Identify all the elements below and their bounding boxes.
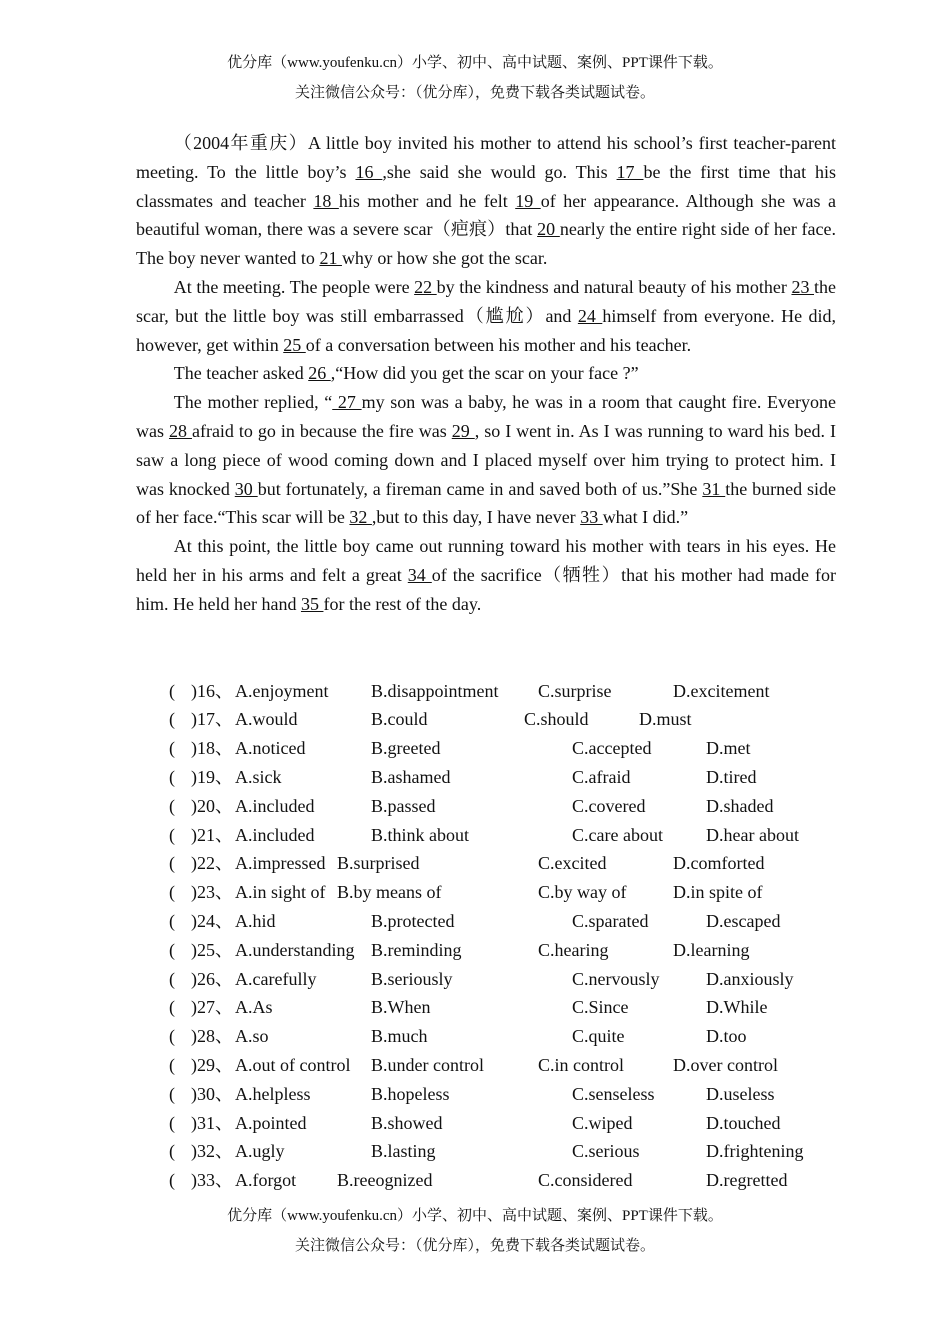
passage-text: At the meeting. The people were [173, 276, 415, 297]
answer-blank: 26 [308, 363, 331, 384]
answer-blank: 35 [300, 593, 324, 614]
question-number: )29、 [191, 1054, 233, 1075]
option-b: B.passed [371, 795, 436, 816]
passage-text: for the rest of the day. [323, 593, 482, 614]
option-d: D.over control [673, 1054, 778, 1075]
option-d: D.escaped [706, 910, 781, 931]
option-a: A.understanding [235, 939, 355, 960]
question-number: )18、 [191, 738, 233, 759]
answer-blank: 17 [616, 161, 644, 182]
option-a: A.would [235, 709, 298, 730]
option-c: C.care about [572, 824, 663, 845]
question-number: )33、 [191, 1170, 233, 1191]
option-b: B.showed [371, 1112, 443, 1133]
option-a: A.enjoyment [235, 680, 329, 701]
option-b: B.under control [371, 1054, 484, 1075]
passage-text: ,“How did you get the scar on your face ?” [330, 363, 639, 384]
question-number: )21、 [191, 824, 233, 845]
paragraph-3 [136, 359, 836, 388]
option-a: A.included [235, 795, 315, 816]
passage-text: nearly the entire right side of her face. The boy never wanted to [136, 219, 837, 269]
option-d: D.too [706, 1026, 747, 1047]
header-line-2: 关注微信公众号：（优分库），免费下载各类试题试卷。 [294, 85, 655, 101]
answer-blank: 33 [580, 507, 603, 528]
answer-blank: 29 [451, 420, 475, 441]
answer-blank: 25 [283, 334, 306, 355]
passage-text: , so I went in. As I was running to ward his bed. I saw a long piece of wood coming down and I placed myself over him trying to protect him. I was knocked [136, 420, 836, 499]
option-a: A.so [235, 1026, 269, 1047]
footer-line-2: 关注微信公众号：（优分库），免费下载各类试题试卷。 [294, 1238, 655, 1254]
passage-text: ,she said she would go. This [382, 161, 617, 182]
question-number: )17、 [191, 709, 233, 730]
question-number: )28、 [191, 1026, 233, 1047]
option-b: B.hopeless [371, 1083, 450, 1104]
paragraph-2 [136, 273, 836, 359]
option-a: A.sick [235, 766, 282, 787]
option-b: B.reeognized [337, 1170, 433, 1191]
option-c: C.senseless [572, 1083, 655, 1104]
option-d: D.learning [673, 939, 750, 960]
answer-blank: 32 [349, 507, 372, 528]
passage-text: himself from everyone. He did, however, get within [136, 305, 836, 355]
option-d: D.met [706, 738, 751, 759]
answer-blank: 22 [414, 276, 437, 297]
option-b: B.lasting [371, 1141, 436, 1162]
option-d: D.regretted [706, 1170, 788, 1191]
answer-bracket[interactable]: ( [169, 1112, 175, 1133]
answer-bracket[interactable]: ( [169, 766, 175, 787]
question-number: )26、 [191, 968, 233, 989]
option-c: C.wiped [572, 1112, 633, 1133]
footer-line-1: 优分库（www.youfenku.cn）小学、初中、高中试题、案例、PPT课件下载。 [227, 1208, 723, 1224]
option-d: D.shaded [706, 795, 774, 816]
answer-bracket[interactable]: ( [169, 738, 175, 759]
option-c: C.by way of [538, 882, 627, 903]
option-c: C.excited [538, 853, 607, 874]
answer-blank: 19 [515, 190, 541, 211]
passage-text: by the kindness and natural beauty of his mother [436, 276, 792, 297]
paragraph-5 [136, 532, 836, 618]
option-b: B.protected [371, 910, 455, 931]
question-number: )24、 [191, 910, 233, 931]
option-a: A.in sight of [235, 882, 326, 903]
passage-text: the burned side of her face.“This scar will be [136, 478, 836, 528]
answer-bracket[interactable]: ( [169, 1141, 175, 1162]
passage-text: ,but to this day, I have never [371, 507, 581, 528]
option-a: A.As [235, 997, 273, 1018]
option-a: A.impressed [235, 853, 326, 874]
paragraph-4 [136, 388, 836, 532]
passage [136, 129, 836, 619]
answer-blank: 21 [319, 248, 342, 269]
answer-bracket[interactable]: ( [169, 968, 175, 989]
option-a: A.ugly [235, 1141, 285, 1162]
option-a: A.pointed [235, 1112, 307, 1133]
passage-text: of a conversation between his mother and his teacher. [305, 334, 692, 355]
option-b: B.disappointment [371, 680, 499, 701]
question-number: )22、 [191, 853, 233, 874]
option-a: A.helpless [235, 1083, 311, 1104]
option-c: C.nervously [572, 968, 660, 989]
option-c: C.serious [572, 1141, 640, 1162]
answer-bracket[interactable]: ( [169, 680, 175, 701]
option-c: C.Since [572, 997, 629, 1018]
option-d: D.While [706, 997, 768, 1018]
passage-text: （2004年重庆）A little boy invited his mother to attend his school’s first teacher-parent meeting. To the little boy’s [136, 133, 836, 182]
passage-text: why or how she got the scar. [341, 248, 548, 269]
option-c: C.hearing [538, 939, 609, 960]
passage-text: but fortunately, a fireman came in and saved both of us.”She [257, 478, 703, 499]
question-number: )23、 [191, 882, 233, 903]
option-d: D.useless [706, 1083, 775, 1104]
answer-bracket[interactable]: ( [169, 997, 175, 1018]
option-a: A.forgot [235, 1170, 297, 1191]
option-d: D.must [639, 709, 692, 730]
passage-text: my son was a baby, he was in a room that caught fire. Everyone was [136, 392, 836, 441]
option-a: A.noticed [235, 738, 306, 759]
option-d: D.in spite of [673, 882, 763, 903]
answer-blank: 23 [791, 276, 815, 297]
answer-bracket[interactable]: ( [169, 853, 175, 874]
header-line-1: 优分库（www.youfenku.cn）小学、初中、高中试题、案例、PPT课件下载。 [227, 55, 723, 71]
option-a: A.out of control [235, 1054, 351, 1075]
passage-text: The mother replied, “ [173, 392, 333, 413]
option-c: C.quite [572, 1026, 625, 1047]
option-a: A.carefully [235, 968, 317, 989]
option-b: B.surprised [337, 853, 420, 874]
passage-text: his mother and he felt [338, 190, 516, 211]
answer-bracket[interactable]: ( [169, 824, 175, 845]
option-c: C.surprise [538, 680, 612, 701]
option-b: B.reminding [371, 939, 462, 960]
passage-text: afraid to go in because the fire was [191, 420, 452, 441]
option-b: B.think about [371, 824, 469, 845]
option-c: C.in control [538, 1054, 624, 1075]
paragraph-1 [136, 129, 836, 273]
passage-text: of the sacrifice（牺牲）that his mother had made for him. He held her hand [136, 564, 836, 614]
answer-blank: 27 [332, 392, 362, 413]
answer-bracket[interactable]: ( [169, 939, 175, 960]
answer-bracket[interactable]: ( [169, 709, 175, 730]
answer-bracket[interactable]: ( [169, 1083, 175, 1104]
answer-bracket[interactable]: ( [169, 1026, 175, 1047]
question-number: )30、 [191, 1083, 233, 1104]
option-d: D.touched [706, 1112, 781, 1133]
answer-blank: 30 [234, 478, 258, 499]
option-c: C.covered [572, 795, 646, 816]
option-c: C.accepted [572, 738, 652, 759]
passage-text: be the first time that his classmates and teacher [136, 161, 837, 211]
option-c: C.considered [538, 1170, 633, 1191]
question-number: )31、 [191, 1112, 233, 1133]
answer-blank: 18 [313, 190, 339, 211]
question-number: )25、 [191, 939, 233, 960]
passage-text: The teacher asked [173, 363, 309, 384]
option-d: D.comforted [673, 853, 765, 874]
option-d: D.hear about [706, 824, 799, 845]
answer-blank: 31 [702, 478, 726, 499]
answer-blank: 28 [168, 420, 192, 441]
option-c: C.sparated [572, 910, 649, 931]
answer-blank: 20 [537, 219, 560, 240]
passage-text: At this point, the little boy came out running toward his mother with tears in his eyes. He held her in his arms and felt a great [136, 536, 836, 585]
answer-bracket[interactable]: ( [169, 1170, 175, 1191]
option-b: B.When [371, 997, 431, 1018]
option-b: B.seriously [371, 968, 453, 989]
option-d: D.tired [706, 766, 757, 787]
passage-text: what I did.” [602, 507, 689, 528]
option-d: D.excitement [673, 680, 770, 701]
question-number: )32、 [191, 1141, 233, 1162]
option-b: B.greeted [371, 738, 441, 759]
question-number: )27、 [191, 997, 233, 1018]
answer-bracket[interactable]: ( [169, 910, 175, 931]
option-d: D.anxiously [706, 968, 794, 989]
answer-bracket[interactable]: ( [169, 882, 175, 903]
answer-blank: 16 [355, 161, 383, 182]
option-a: A.included [235, 824, 315, 845]
option-a: A.hid [235, 910, 276, 931]
question-number: )19、 [191, 766, 233, 787]
option-b: B.ashamed [371, 766, 451, 787]
passage-text: of her appearance. Although she was a beautiful woman, there was a severe scar（疤痕）that [136, 190, 836, 240]
question-number: )20、 [191, 795, 233, 816]
option-c: C.afraid [572, 766, 631, 787]
question-number: )16、 [191, 680, 233, 701]
answer-blank: 24 [577, 305, 603, 326]
option-b: B.much [371, 1026, 428, 1047]
passage-text: the scar, but the little boy was still embarrassed（尴尬）and [136, 276, 837, 326]
option-d: D.frightening [706, 1141, 804, 1162]
answer-bracket[interactable]: ( [169, 795, 175, 816]
option-b: B.by means of [337, 882, 442, 903]
answer-bracket[interactable]: ( [169, 1054, 175, 1075]
option-c: C.should [524, 709, 589, 730]
option-b: B.could [371, 709, 428, 730]
answer-blank: 34 [407, 564, 432, 585]
